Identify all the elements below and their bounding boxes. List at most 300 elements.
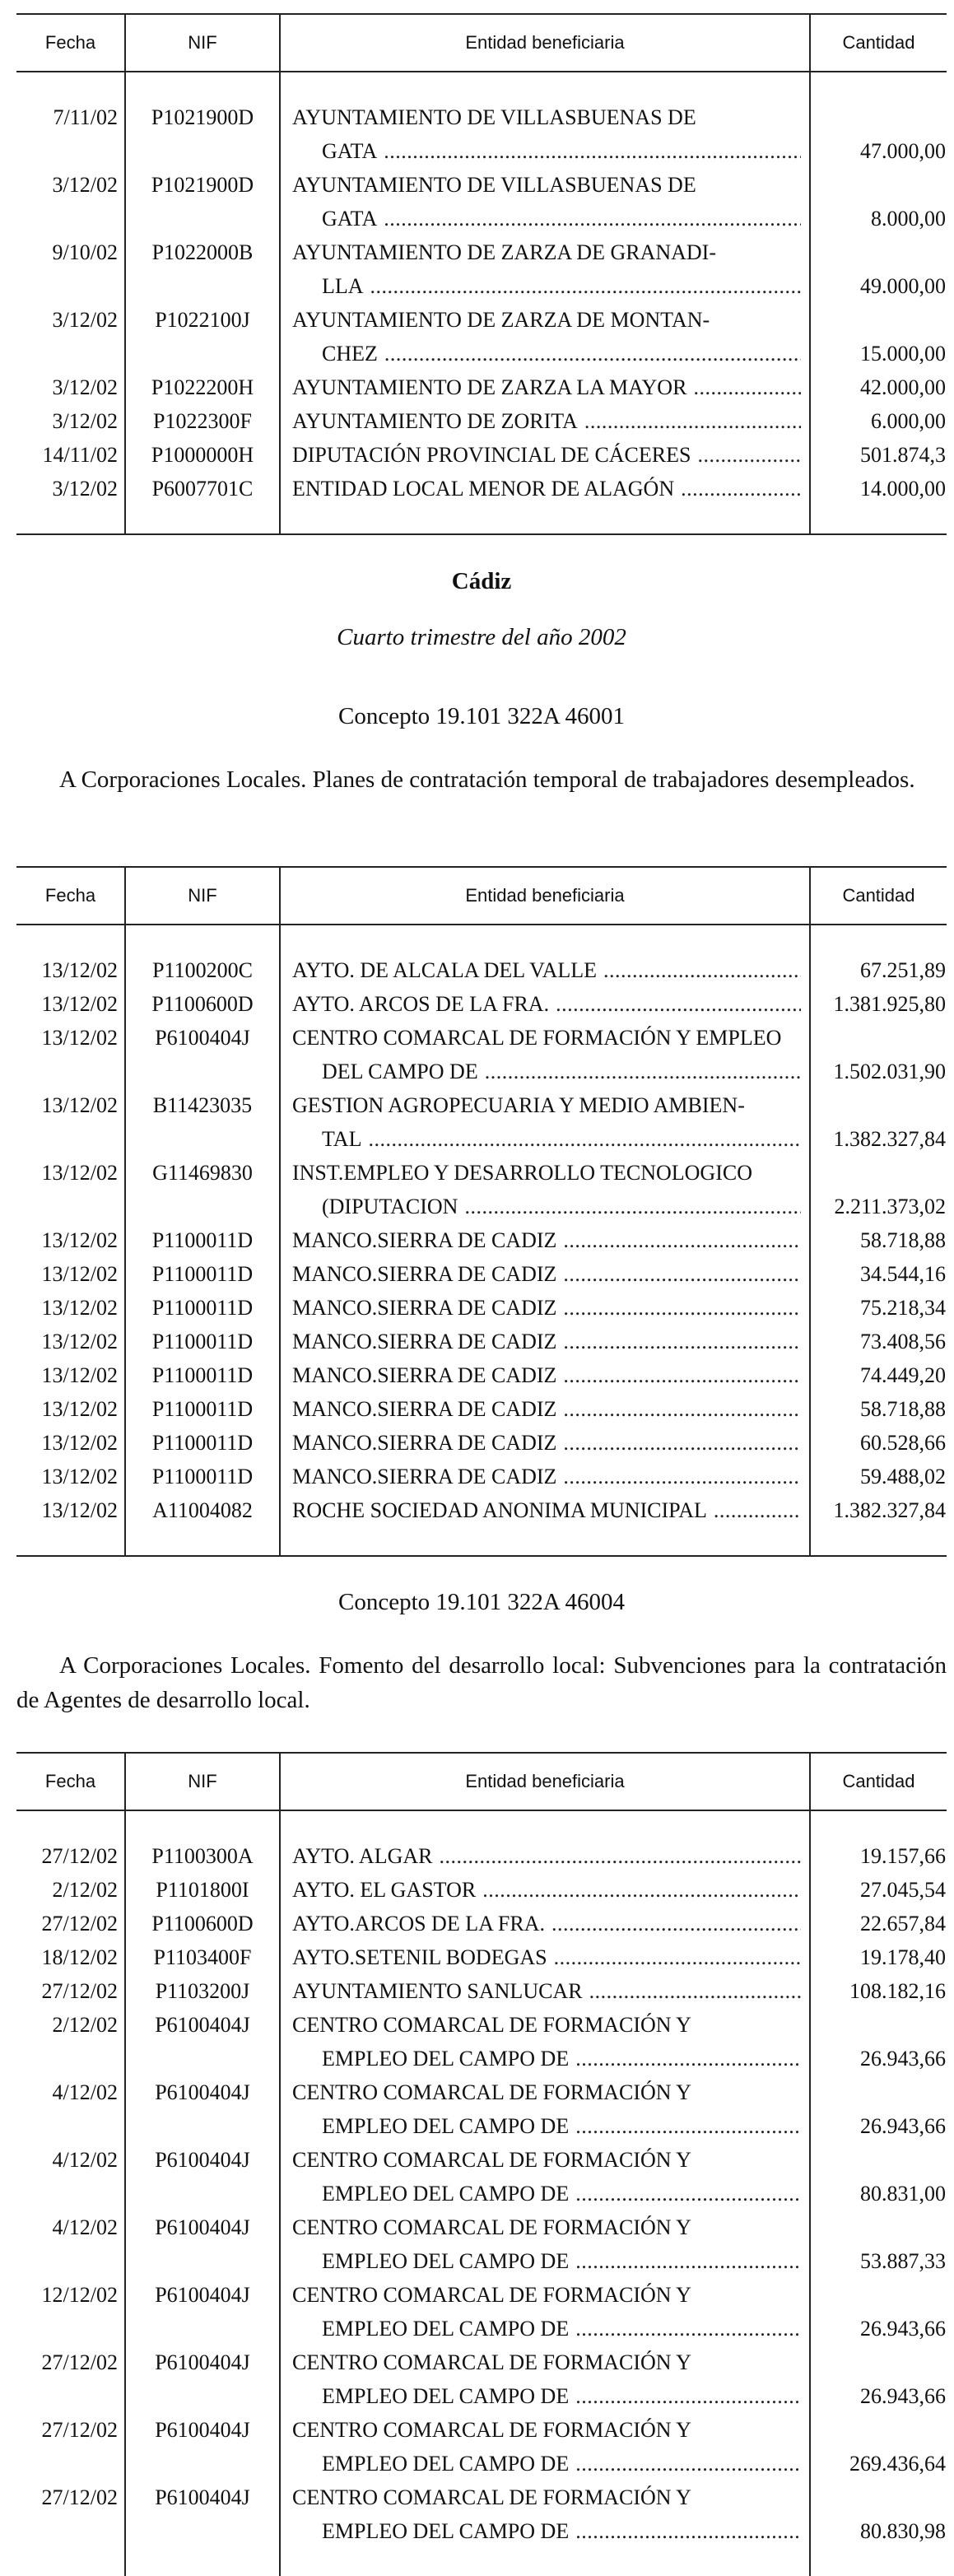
entidad-cell	[280, 235, 810, 303]
entidad-text: AYTO. ARCOS DE LA FRA.	[292, 992, 550, 1016]
entidad-text: AYUNTAMIENTO DE ZORITA	[292, 409, 578, 433]
table-row	[16, 438, 947, 472]
table-row	[16, 1493, 947, 1556]
table-row	[16, 404, 947, 438]
entidad-text: CENTRO COMARCAL DE FORMACIÓN Y	[292, 2283, 691, 2307]
nif-cell: P6100404J	[125, 2413, 280, 2481]
cantidad-value: 19.157,66	[860, 1844, 946, 1868]
entidad-cell	[280, 1493, 810, 1556]
entidad-text: MANCO.SIERRA DE CADIZ	[292, 1431, 557, 1455]
fecha-cell: 4/12/02	[52, 2148, 118, 2172]
dot-leader	[603, 953, 801, 987]
cantidad-value: 75.218,34	[860, 1296, 946, 1320]
entidad-text: INST.EMPLEO Y DESARROLLO TECNOLOGICO	[292, 1161, 752, 1185]
cantidad-cell	[810, 370, 947, 404]
cantidad-value: 74.449,20	[860, 1363, 946, 1387]
table-row	[16, 1257, 947, 1291]
entidad-cell	[280, 1325, 810, 1358]
cantidad-value: 8.000,00	[871, 207, 946, 231]
entidad-cell	[280, 1223, 810, 1257]
fecha-cell: 13/12/02	[41, 1465, 118, 1488]
cantidad-value: 1.382.327,84	[833, 1498, 946, 1522]
nif-cell: G11469830	[125, 1156, 280, 1223]
cantidad-value: 26.943,66	[860, 2317, 946, 2341]
entidad-cell	[280, 2345, 810, 2413]
nif-cell: P1022200H	[125, 370, 280, 404]
nif-cell: P1021900D	[125, 72, 280, 168]
dot-leader	[439, 1839, 801, 1873]
dot-leader	[563, 1291, 801, 1325]
entidad-text: GATA	[322, 207, 378, 231]
fecha-cell: 14/11/02	[42, 443, 118, 467]
table-row	[16, 2143, 947, 2210]
cantidad-cell	[810, 404, 947, 438]
entidad-text: EMPLEO DEL CAMPO DE	[322, 2249, 570, 2273]
cantidad-value: 6.000,00	[871, 409, 946, 433]
dot-leader	[370, 269, 801, 303]
nif-cell: P1100600D	[125, 1907, 280, 1940]
entidad-text: AYUNTAMIENTO DE VILLASBUENAS DE	[292, 105, 696, 129]
fecha-cell: 13/12/02	[41, 1262, 118, 1286]
table-row	[16, 925, 947, 987]
entidad-text: EMPLEO DEL CAMPO DE	[322, 2182, 570, 2206]
dot-leader	[563, 1257, 801, 1291]
nif-cell: P6007701C	[125, 472, 280, 534]
nif-cell: P1100011D	[125, 1257, 280, 1291]
dot-leader	[575, 2514, 801, 2548]
fecha-cell: 12/12/02	[41, 2283, 118, 2307]
nif-cell: P6100404J	[125, 2075, 280, 2143]
entidad-text: AYTO. ALGAR	[292, 1844, 433, 1868]
entidad-cell	[280, 2481, 810, 2576]
cantidad-cell	[810, 2210, 947, 2278]
nif-cell: P1100011D	[125, 1460, 280, 1493]
entidad-cell	[280, 2143, 810, 2210]
dot-leader	[693, 370, 801, 404]
cantidad-value: 73.408,56	[860, 1330, 946, 1353]
fecha-cell: 13/12/02	[41, 1026, 118, 1050]
table-row	[16, 1223, 947, 1257]
fecha-cell: 2/12/02	[52, 2013, 118, 2037]
dot-leader	[589, 1974, 801, 2008]
col-header-nif: NIF	[125, 867, 280, 925]
fecha-cell: 13/12/02	[41, 1431, 118, 1455]
nif-cell: P6100404J	[125, 2278, 280, 2345]
nif-cell: A11004082	[125, 1493, 280, 1556]
cantidad-cell	[810, 2143, 947, 2210]
cantidad-value: 42.000,00	[860, 375, 946, 399]
cantidad-cell	[810, 2278, 947, 2345]
table-row	[16, 370, 947, 404]
fecha-cell: 13/12/02	[41, 1228, 118, 1252]
entidad-cell	[280, 2413, 810, 2481]
entidad-text: MANCO.SIERRA DE CADIZ	[292, 1296, 557, 1320]
dot-leader	[575, 2244, 801, 2278]
fecha-cell: 27/12/02	[41, 2350, 118, 2374]
entidad-text: EMPLEO DEL CAMPO DE	[322, 2047, 570, 2071]
entidad-text: TAL	[322, 1127, 362, 1151]
cantidad-cell	[810, 1223, 947, 1257]
table-row	[16, 2345, 947, 2413]
entidad-text: GATA	[322, 139, 378, 163]
table-row	[16, 1392, 947, 1426]
entidad-text: AYUNTAMIENTO DE ZARZA DE GRANADI-	[292, 240, 716, 264]
nif-cell: P1100011D	[125, 1358, 280, 1392]
table-row	[16, 235, 947, 303]
cantidad-cell	[810, 925, 947, 987]
entidad-text: AYTO. DE ALCALA DEL VALLE	[292, 958, 598, 982]
fecha-cell: 13/12/02	[41, 1296, 118, 1320]
cantidad-cell	[810, 2008, 947, 2075]
entidad-cell	[280, 1873, 810, 1907]
table-row	[16, 1940, 947, 1974]
cantidad-cell	[810, 1940, 947, 1974]
col-header-nif: NIF	[125, 1753, 280, 1810]
cantidad-value: 15.000,00	[860, 342, 946, 366]
dot-leader	[464, 1190, 801, 1223]
fecha-cell: 7/11/02	[53, 105, 118, 129]
dot-leader	[681, 472, 801, 505]
table-row	[16, 303, 947, 370]
cantidad-value: 19.178,40	[860, 1945, 946, 1969]
cantidad-cell	[810, 1088, 947, 1156]
cantidad-value: 501.874,3	[860, 443, 946, 467]
dot-leader	[368, 1122, 801, 1156]
fecha-cell: 3/12/02	[52, 308, 118, 332]
entidad-cell	[280, 1156, 810, 1223]
fecha-cell: 18/12/02	[41, 1945, 118, 1969]
fecha-cell: 13/12/02	[41, 958, 118, 982]
entidad-cell	[280, 370, 810, 404]
nif-cell: P6100404J	[125, 2143, 280, 2210]
fecha-cell: 27/12/02	[41, 2418, 118, 2442]
dot-leader	[563, 1392, 801, 1426]
entidad-cell	[280, 2210, 810, 2278]
table-row	[16, 1325, 947, 1358]
entidad-text: MANCO.SIERRA DE CADIZ	[292, 1363, 557, 1387]
table-row	[16, 1907, 947, 1940]
table-row	[16, 1291, 947, 1325]
table-row	[16, 2210, 947, 2278]
entidad-text: DEL CAMPO DE	[322, 1060, 478, 1083]
concepto-description-46004: A Corporaciones Locales. Fomento del desarrollo local: Subvenciones para la contratación de Agentes de desarrollo local.	[16, 1652, 947, 1713]
entidad-cell	[280, 1940, 810, 1974]
dot-leader	[384, 202, 801, 235]
entidad-text: ENTIDAD LOCAL MENOR DE ALAGÓN	[292, 477, 675, 501]
nif-cell: P1022300F	[125, 404, 280, 438]
table-row	[16, 1974, 947, 2008]
entidad-cell	[280, 472, 810, 534]
entidad-cell	[280, 72, 810, 168]
entidad-cell	[280, 1021, 810, 1088]
cantidad-cell	[810, 1873, 947, 1907]
entidad-text: MANCO.SIERRA DE CADIZ	[292, 1330, 557, 1353]
entidad-text: CENTRO COMARCAL DE FORMACIÓN Y	[292, 2418, 691, 2442]
dot-leader	[575, 2312, 801, 2345]
cantidad-cell	[810, 168, 947, 235]
table-row	[16, 2413, 947, 2481]
entidad-text: CENTRO COMARCAL DE FORMACIÓN Y	[292, 2350, 691, 2374]
fecha-cell: 27/12/02	[41, 1844, 118, 1868]
fecha-cell: 4/12/02	[52, 2215, 118, 2239]
entidad-text: AYTO. EL GASTOR	[292, 1878, 477, 1902]
table-row	[16, 472, 947, 534]
nif-cell: P1103200J	[125, 1974, 280, 2008]
dot-leader	[714, 1493, 801, 1527]
entidad-text: CENTRO COMARCAL DE FORMACIÓN Y	[292, 2485, 691, 2509]
nif-cell: P1101800I	[125, 1873, 280, 1907]
nif-cell: P1103400F	[125, 1940, 280, 1974]
nif-cell: P6100404J	[125, 2345, 280, 2413]
col-header-fecha: Fecha	[16, 1753, 125, 1810]
table-row	[16, 1358, 947, 1392]
fecha-cell: 4/12/02	[52, 2080, 118, 2104]
table-row	[16, 1156, 947, 1223]
nif-cell: P1100011D	[125, 1426, 280, 1460]
fecha-cell: 13/12/02	[41, 1161, 118, 1185]
col-header-fecha: Fecha	[16, 14, 125, 72]
cantidad-value: 53.887,33	[860, 2249, 946, 2273]
entidad-text: EMPLEO DEL CAMPO DE	[322, 2317, 570, 2341]
cantidad-value: 26.943,66	[860, 2047, 946, 2071]
nif-cell: P6100404J	[125, 2008, 280, 2075]
cantidad-cell	[810, 1426, 947, 1460]
dot-leader	[384, 134, 801, 168]
table-row	[16, 1088, 947, 1156]
table-row	[16, 987, 947, 1021]
nif-cell: P6100404J	[125, 2210, 280, 2278]
entidad-cell	[280, 1426, 810, 1460]
cantidad-cell	[810, 1810, 947, 1873]
cantidad-cell	[810, 1460, 947, 1493]
entidad-cell	[280, 1088, 810, 1156]
entidad-cell	[280, 2075, 810, 2143]
entidad-text: CHEZ	[322, 342, 378, 366]
entidad-cell	[280, 1257, 810, 1291]
table-row	[16, 72, 947, 168]
entidad-cell	[280, 303, 810, 370]
col-header-cantidad: Cantidad	[810, 1753, 947, 1810]
dot-leader	[563, 1460, 801, 1493]
table-concepto-46004	[16, 1752, 947, 2576]
fecha-cell: 27/12/02	[41, 1912, 118, 1935]
cantidad-cell	[810, 2413, 947, 2481]
fecha-cell: 13/12/02	[41, 1093, 118, 1117]
entidad-cell	[280, 1291, 810, 1325]
entidad-text: CENTRO COMARCAL DE FORMACIÓN Y EMPLEO	[292, 1026, 782, 1050]
nif-cell: P1100011D	[125, 1392, 280, 1426]
col-header-entidad: Entidad beneficiaria	[280, 867, 810, 925]
cantidad-value: 26.943,66	[860, 2384, 946, 2408]
table-row	[16, 2278, 947, 2345]
dot-leader	[554, 1940, 801, 1974]
period-heading: Cuarto trimestre del año 2002	[337, 624, 626, 650]
cantidad-value: 22.657,84	[860, 1912, 946, 1935]
table-row	[16, 168, 947, 235]
dot-leader	[697, 438, 801, 472]
cantidad-value: 1.382.327,84	[833, 1127, 946, 1151]
entidad-text: EMPLEO DEL CAMPO DE	[322, 2452, 570, 2476]
cantidad-value: 26.943,66	[860, 2114, 946, 2138]
cantidad-cell	[810, 1325, 947, 1358]
cantidad-cell	[810, 1907, 947, 1940]
entidad-cell	[280, 987, 810, 1021]
cantidad-cell	[810, 1974, 947, 2008]
cantidad-value: 47.000,00	[860, 139, 946, 163]
cantidad-value: 269.436,64	[849, 2452, 946, 2476]
cantidad-cell	[810, 303, 947, 370]
entidad-text: AYUNTAMIENTO DE VILLASBUENAS DE	[292, 173, 696, 197]
cantidad-cell	[810, 72, 947, 168]
entidad-text: CENTRO COMARCAL DE FORMACIÓN Y	[292, 2013, 691, 2037]
cantidad-value: 108.182,16	[849, 1979, 946, 2003]
col-header-entidad: Entidad beneficiaria	[280, 14, 810, 72]
entidad-cell	[280, 1974, 810, 2008]
nif-cell: P1021900D	[125, 168, 280, 235]
entidad-cell	[280, 1907, 810, 1940]
cantidad-value: 59.488,02	[860, 1465, 946, 1488]
cantidad-value: 58.718,88	[860, 1228, 946, 1252]
col-header-fecha: Fecha	[16, 867, 125, 925]
entidad-cell	[280, 404, 810, 438]
col-header-entidad: Entidad beneficiaria	[280, 1753, 810, 1810]
dot-leader	[482, 1873, 801, 1907]
col-header-cantidad: Cantidad	[810, 867, 947, 925]
cantidad-cell	[810, 2345, 947, 2413]
dot-leader	[563, 1426, 801, 1460]
cantidad-cell	[810, 1493, 947, 1556]
dot-leader	[384, 337, 801, 370]
entidad-text: CENTRO COMARCAL DE FORMACIÓN Y	[292, 2080, 691, 2104]
dot-leader	[485, 1055, 801, 1088]
cantidad-value: 67.251,89	[860, 958, 946, 982]
fecha-cell: 3/12/02	[52, 375, 118, 399]
fecha-cell: 13/12/02	[41, 1397, 118, 1421]
dot-leader	[563, 1325, 801, 1358]
entidad-text: AYUNTAMIENTO SANLUCAR	[292, 1979, 583, 2003]
nif-cell: P1100200C	[125, 925, 280, 987]
entidad-text: MANCO.SIERRA DE CADIZ	[292, 1465, 557, 1488]
entidad-cell	[280, 2008, 810, 2075]
concepto-description-46001: A Corporaciones Locales. Planes de contratación temporal de trabajadores desempleados.	[59, 766, 915, 793]
cantidad-cell	[810, 1257, 947, 1291]
table-row	[16, 1426, 947, 1460]
dot-leader	[551, 1907, 801, 1940]
cantidad-value: 14.000,00	[860, 477, 946, 501]
cantidad-cell	[810, 235, 947, 303]
entidad-text: AYTO.SETENIL BODEGAS	[292, 1945, 547, 1969]
nif-cell: P6100404J	[125, 2481, 280, 2576]
nif-cell: P1022000B	[125, 235, 280, 303]
entidad-text: MANCO.SIERRA DE CADIZ	[292, 1228, 557, 1252]
entidad-text: AYUNTAMIENTO DE ZARZA DE MONTAN-	[292, 308, 710, 332]
concepto-heading-46004: Concepto 19.101 322A 46004	[338, 1589, 625, 1615]
province-heading: Cádiz	[451, 568, 512, 594]
table-caceres-continuation	[16, 13, 947, 535]
table-row	[16, 1021, 947, 1088]
entidad-text: CENTRO COMARCAL DE FORMACIÓN Y	[292, 2215, 691, 2239]
table-row	[16, 1460, 947, 1493]
entidad-text: EMPLEO DEL CAMPO DE	[322, 2384, 570, 2408]
cantidad-value: 27.045,54	[860, 1878, 946, 1902]
nif-cell: P1100011D	[125, 1325, 280, 1358]
cantidad-cell	[810, 1358, 947, 1392]
cantidad-cell	[810, 1021, 947, 1088]
cantidad-value: 58.718,88	[860, 1397, 946, 1421]
cantidad-cell	[810, 2075, 947, 2143]
col-header-nif: NIF	[125, 14, 280, 72]
nif-cell: P1100600D	[125, 987, 280, 1021]
fecha-cell: 13/12/02	[41, 1363, 118, 1387]
nif-cell: B11423035	[125, 1088, 280, 1156]
entidad-text: LLA	[322, 274, 364, 298]
cantidad-cell	[810, 987, 947, 1021]
fecha-cell: 3/12/02	[52, 409, 118, 433]
cantidad-value: 60.528,66	[860, 1431, 946, 1455]
dot-leader	[556, 987, 801, 1021]
nif-cell: P1022100J	[125, 303, 280, 370]
cantidad-value: 80.830,98	[860, 2519, 946, 2543]
dot-leader	[575, 2447, 801, 2481]
dot-leader	[575, 2379, 801, 2413]
cantidad-cell	[810, 472, 947, 534]
table-row	[16, 2075, 947, 2143]
fecha-cell: 2/12/02	[52, 1878, 118, 1902]
entidad-cell	[280, 168, 810, 235]
table-row	[16, 2008, 947, 2075]
entidad-cell	[280, 1392, 810, 1426]
entidad-text: EMPLEO DEL CAMPO DE	[322, 2114, 570, 2138]
entidad-cell	[280, 438, 810, 472]
nif-cell: P1100300A	[125, 1810, 280, 1873]
dot-leader	[584, 404, 801, 438]
fecha-cell: 13/12/02	[41, 1498, 118, 1522]
entidad-text: MANCO.SIERRA DE CADIZ	[292, 1397, 557, 1421]
table-row	[16, 2481, 947, 2576]
cantidad-value: 1.381.925,80	[833, 992, 946, 1016]
cantidad-value: 49.000,00	[860, 274, 946, 298]
entidad-cell	[280, 1810, 810, 1873]
entidad-text: EMPLEO DEL CAMPO DE	[322, 2519, 570, 2543]
dot-leader	[563, 1223, 801, 1257]
entidad-cell	[280, 2278, 810, 2345]
nif-cell: P1100011D	[125, 1291, 280, 1325]
entidad-text: DIPUTACIÓN PROVINCIAL DE CÁCERES	[292, 443, 691, 467]
entidad-text: ROCHE SOCIEDAD ANONIMA MUNICIPAL	[292, 1498, 707, 1522]
entidad-text: MANCO.SIERRA DE CADIZ	[292, 1262, 557, 1286]
fecha-cell: 27/12/02	[41, 2485, 118, 2509]
fecha-cell: 9/10/02	[52, 240, 118, 264]
cantidad-value: 80.831,00	[860, 2182, 946, 2206]
col-header-cantidad: Cantidad	[810, 14, 947, 72]
entidad-text: AYUNTAMIENTO DE ZARZA LA MAYOR	[292, 375, 687, 399]
dot-leader	[575, 2042, 801, 2075]
cantidad-cell	[810, 438, 947, 472]
dot-leader	[575, 2177, 801, 2210]
entidad-text: GESTION AGROPECUARIA Y MEDIO AMBIEN-	[292, 1093, 745, 1117]
entidad-text: (DIPUTACION	[322, 1195, 458, 1218]
cantidad-cell	[810, 1291, 947, 1325]
table-concepto-46001	[16, 866, 947, 1557]
fecha-cell: 3/12/02	[52, 173, 118, 197]
table-row	[16, 1873, 947, 1907]
dot-leader	[575, 2109, 801, 2143]
concepto-heading-46001: Concepto 19.101 322A 46001	[338, 703, 625, 729]
entidad-cell	[280, 1358, 810, 1392]
fecha-cell: 3/12/02	[52, 477, 118, 501]
fecha-cell: 27/12/02	[41, 1979, 118, 2003]
table-row	[16, 1810, 947, 1873]
